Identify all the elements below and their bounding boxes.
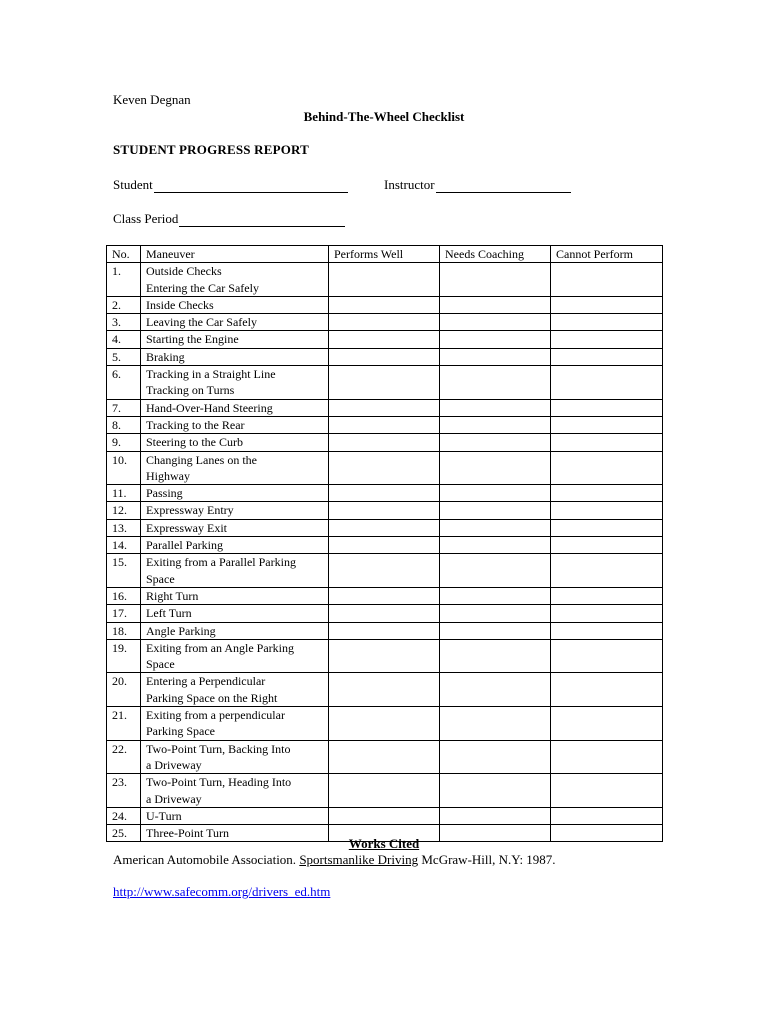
needs-coaching-cell[interactable] [440, 348, 551, 365]
maneuver-text: Inside Checks [146, 297, 214, 312]
instructor-label: Instructor [384, 177, 435, 192]
needs-coaching-cell[interactable] [440, 740, 551, 774]
maneuver-cell [141, 416, 329, 433]
maneuver-cell [141, 807, 329, 824]
maneuver-text: Steering to the Curb [146, 435, 243, 450]
performs-well-cell[interactable] [329, 314, 440, 331]
performs-well-cell[interactable] [329, 622, 440, 639]
row-number: 2. [107, 296, 141, 313]
citation-book-title: Sportsmanlike Driving [299, 852, 419, 867]
needs-coaching-cell[interactable] [440, 774, 551, 808]
report-title: STUDENT PROGRESS REPORT [113, 142, 310, 157]
maneuver-checklist-table [106, 245, 663, 842]
maneuver-text: Starting the Engine [146, 332, 239, 347]
student-label: Student [113, 177, 153, 192]
cannot-perform-cell[interactable] [551, 399, 663, 416]
table-row [107, 502, 663, 519]
class-period-blank[interactable] [179, 212, 345, 227]
performs-well-cell[interactable] [329, 519, 440, 536]
maneuver-text: Parking Space [146, 724, 215, 739]
citation-prefix: American Automobile Association. [113, 852, 300, 867]
table-row [107, 673, 663, 707]
table-row [107, 707, 663, 741]
needs-coaching-cell[interactable] [440, 416, 551, 433]
citation [113, 852, 556, 868]
cannot-perform-cell[interactable] [551, 434, 663, 451]
performs-well-cell[interactable] [329, 807, 440, 824]
cannot-perform-cell[interactable] [551, 296, 663, 313]
header-no: No. [107, 246, 141, 263]
row-number: 11. [107, 485, 141, 502]
maneuver-cell [141, 639, 329, 673]
row-number: 12. [107, 502, 141, 519]
maneuver-text: Exiting from an Angle Parking [146, 640, 294, 655]
cannot-perform-cell[interactable] [551, 416, 663, 433]
citation-suffix: McGraw-Hill, N.Y: 1987. [418, 852, 556, 867]
row-number: 4. [107, 331, 141, 348]
maneuver-text: Changing Lanes on the [146, 452, 257, 467]
table-row [107, 416, 663, 433]
maneuver-text: Exiting from a Parallel Parking [146, 555, 296, 570]
cannot-perform-cell[interactable] [551, 605, 663, 622]
maneuver-text: Space [146, 571, 175, 586]
needs-coaching-cell[interactable] [440, 519, 551, 536]
cannot-perform-cell[interactable] [551, 537, 663, 554]
row-number: 3. [107, 314, 141, 331]
maneuver-cell [141, 434, 329, 451]
maneuver-cell [141, 502, 329, 519]
maneuver-text: Passing [146, 486, 183, 501]
performs-well-cell[interactable] [329, 740, 440, 774]
cannot-perform-cell[interactable] [551, 587, 663, 604]
maneuver-cell [141, 263, 329, 297]
author-name: Keven Degnan [113, 92, 191, 107]
needs-coaching-cell[interactable] [440, 502, 551, 519]
row-number: 25. [107, 825, 141, 842]
row-number: 19. [107, 639, 141, 673]
header-cannot-perform: Cannot Perform [551, 246, 663, 263]
performs-well-cell[interactable] [329, 587, 440, 604]
performs-well-cell[interactable] [329, 673, 440, 707]
row-number: 23. [107, 774, 141, 808]
row-number: 22. [107, 740, 141, 774]
maneuver-cell [141, 485, 329, 502]
maneuver-cell [141, 587, 329, 604]
table-row [107, 485, 663, 502]
instructor-field[interactable] [384, 177, 571, 193]
needs-coaching-cell[interactable] [440, 537, 551, 554]
cannot-perform-cell[interactable] [551, 348, 663, 365]
row-number: 5. [107, 348, 141, 365]
performs-well-cell[interactable] [329, 707, 440, 741]
cannot-perform-cell[interactable] [551, 622, 663, 639]
maneuver-text: Outside Checks [146, 264, 222, 279]
row-number: 1. [107, 263, 141, 297]
student-field[interactable] [113, 177, 348, 193]
maneuver-text: Three-Point Turn [146, 826, 230, 841]
needs-coaching-cell[interactable] [440, 485, 551, 502]
table-header-row [107, 246, 663, 263]
performs-well-cell[interactable] [329, 399, 440, 416]
maneuver-text: U-Turn [146, 808, 182, 823]
needs-coaching-cell[interactable] [440, 605, 551, 622]
header-maneuver: Maneuver [141, 246, 329, 263]
row-number: 15. [107, 554, 141, 588]
row-number: 21. [107, 707, 141, 741]
maneuver-cell [141, 740, 329, 774]
maneuver-cell [141, 605, 329, 622]
performs-well-cell[interactable] [329, 451, 440, 485]
maneuver-cell [141, 451, 329, 485]
needs-coaching-cell[interactable] [440, 639, 551, 673]
maneuver-cell [141, 707, 329, 741]
table-body [107, 263, 663, 842]
maneuver-cell [141, 366, 329, 400]
maneuver-text: Two-Point Turn, Backing Into [146, 741, 291, 756]
performs-well-cell[interactable] [329, 366, 440, 400]
performs-well-cell[interactable] [329, 348, 440, 365]
needs-coaching-cell[interactable] [440, 622, 551, 639]
performs-well-cell[interactable] [329, 331, 440, 348]
table-row [107, 314, 663, 331]
maneuver-cell [141, 537, 329, 554]
needs-coaching-cell[interactable] [440, 263, 551, 297]
needs-coaching-cell[interactable] [440, 451, 551, 485]
table-row [107, 807, 663, 824]
table-row [107, 587, 663, 604]
table-row [107, 605, 663, 622]
cannot-perform-cell[interactable] [551, 331, 663, 348]
needs-coaching-cell[interactable] [440, 314, 551, 331]
works-cited-heading: Works Cited [348, 836, 420, 851]
row-number: 16. [107, 587, 141, 604]
maneuver-text: Right Turn [146, 588, 199, 603]
maneuver-text: Two-Point Turn, Heading Into [146, 775, 292, 790]
maneuver-text: Tracking in a Straight Line [146, 367, 276, 382]
student-blank[interactable] [154, 178, 348, 193]
table-row [107, 263, 663, 297]
maneuver-text: Exiting from a perpendicular [146, 708, 285, 723]
cannot-perform-cell[interactable] [551, 502, 663, 519]
cannot-perform-cell[interactable] [551, 740, 663, 774]
table-row [107, 537, 663, 554]
cannot-perform-cell[interactable] [551, 366, 663, 400]
needs-coaching-cell[interactable] [440, 587, 551, 604]
instructor-blank[interactable] [436, 178, 571, 193]
needs-coaching-cell[interactable] [440, 554, 551, 588]
maneuver-text: Tracking on Turns [146, 383, 235, 398]
cannot-perform-cell[interactable] [551, 554, 663, 588]
row-number: 8. [107, 416, 141, 433]
maneuver-cell [141, 399, 329, 416]
class-period-label: Class Period [113, 211, 179, 226]
header-performs-well: Performs Well [329, 246, 440, 263]
maneuver-text: Expressway Exit [146, 520, 227, 535]
performs-well-cell[interactable] [329, 605, 440, 622]
table-row [107, 331, 663, 348]
maneuver-cell [141, 622, 329, 639]
row-number: 10. [107, 451, 141, 485]
table-row [107, 434, 663, 451]
table-row [107, 554, 663, 588]
maneuver-text: a Driveway [146, 791, 202, 806]
needs-coaching-cell[interactable] [440, 807, 551, 824]
table-row [107, 740, 663, 774]
row-number: 6. [107, 366, 141, 400]
maneuver-cell [141, 774, 329, 808]
cannot-perform-cell[interactable] [551, 673, 663, 707]
maneuver-text: Entering the Car Safely [146, 280, 259, 295]
maneuver-text: Hand-Over-Hand Steering [146, 400, 273, 415]
row-number: 13. [107, 519, 141, 536]
row-number: 20. [107, 673, 141, 707]
maneuver-cell [141, 348, 329, 365]
needs-coaching-cell[interactable] [440, 707, 551, 741]
cannot-perform-cell[interactable] [551, 485, 663, 502]
table-row [107, 399, 663, 416]
maneuver-text: Expressway Entry [146, 503, 234, 518]
needs-coaching-cell[interactable] [440, 673, 551, 707]
row-number: 7. [107, 399, 141, 416]
needs-coaching-cell[interactable] [440, 296, 551, 313]
performs-well-cell[interactable] [329, 263, 440, 297]
needs-coaching-cell[interactable] [440, 366, 551, 400]
cannot-perform-cell[interactable] [551, 707, 663, 741]
maneuver-text: Space [146, 657, 175, 672]
performs-well-cell[interactable] [329, 416, 440, 433]
maneuver-text: a Driveway [146, 757, 202, 772]
performs-well-cell[interactable] [329, 639, 440, 673]
cannot-perform-cell[interactable] [551, 451, 663, 485]
cannot-perform-cell[interactable] [551, 774, 663, 808]
maneuver-cell [141, 296, 329, 313]
performs-well-cell[interactable] [329, 485, 440, 502]
document-title: Behind-The-Wheel Checklist [303, 109, 465, 124]
maneuver-cell [141, 554, 329, 588]
performs-well-cell[interactable] [329, 502, 440, 519]
reference-link[interactable]: http://www.safecomm.org/drivers_ed.htm [113, 884, 331, 899]
header-needs-coaching: Needs Coaching [440, 246, 551, 263]
performs-well-cell[interactable] [329, 554, 440, 588]
row-number: 9. [107, 434, 141, 451]
table-row [107, 296, 663, 313]
maneuver-cell [141, 519, 329, 536]
performs-well-cell[interactable] [329, 774, 440, 808]
performs-well-cell[interactable] [329, 434, 440, 451]
cannot-perform-cell[interactable] [551, 639, 663, 673]
maneuver-text: Leaving the Car Safely [146, 315, 257, 330]
cannot-perform-cell[interactable] [551, 807, 663, 824]
needs-coaching-cell[interactable] [440, 399, 551, 416]
performs-well-cell[interactable] [329, 537, 440, 554]
maneuver-text: Braking [146, 349, 185, 364]
table-row [107, 622, 663, 639]
maneuver-text: Angle Parking [146, 623, 216, 638]
maneuver-text: Entering a Perpendicular [146, 674, 266, 689]
cannot-perform-cell[interactable] [551, 263, 663, 297]
maneuver-text: Parallel Parking [146, 538, 223, 553]
maneuver-cell [141, 331, 329, 348]
maneuver-cell [141, 673, 329, 707]
row-number: 18. [107, 622, 141, 639]
maneuver-text: Parking Space on the Right [146, 690, 278, 705]
cannot-perform-cell[interactable] [551, 314, 663, 331]
table-row [107, 774, 663, 808]
table-row [107, 348, 663, 365]
table-row [107, 639, 663, 673]
table-row [107, 366, 663, 400]
maneuver-text: Left Turn [146, 606, 192, 621]
table-row [107, 519, 663, 536]
maneuver-text: Highway [146, 468, 190, 483]
needs-coaching-cell[interactable] [440, 434, 551, 451]
maneuver-text: Tracking to the Rear [146, 417, 245, 432]
performs-well-cell[interactable] [329, 296, 440, 313]
row-number: 24. [107, 807, 141, 824]
row-number: 17. [107, 605, 141, 622]
needs-coaching-cell[interactable] [440, 331, 551, 348]
row-number: 14. [107, 537, 141, 554]
maneuver-cell [141, 314, 329, 331]
cannot-perform-cell[interactable] [551, 519, 663, 536]
table-row [107, 451, 663, 485]
class-period-field[interactable] [113, 211, 345, 227]
